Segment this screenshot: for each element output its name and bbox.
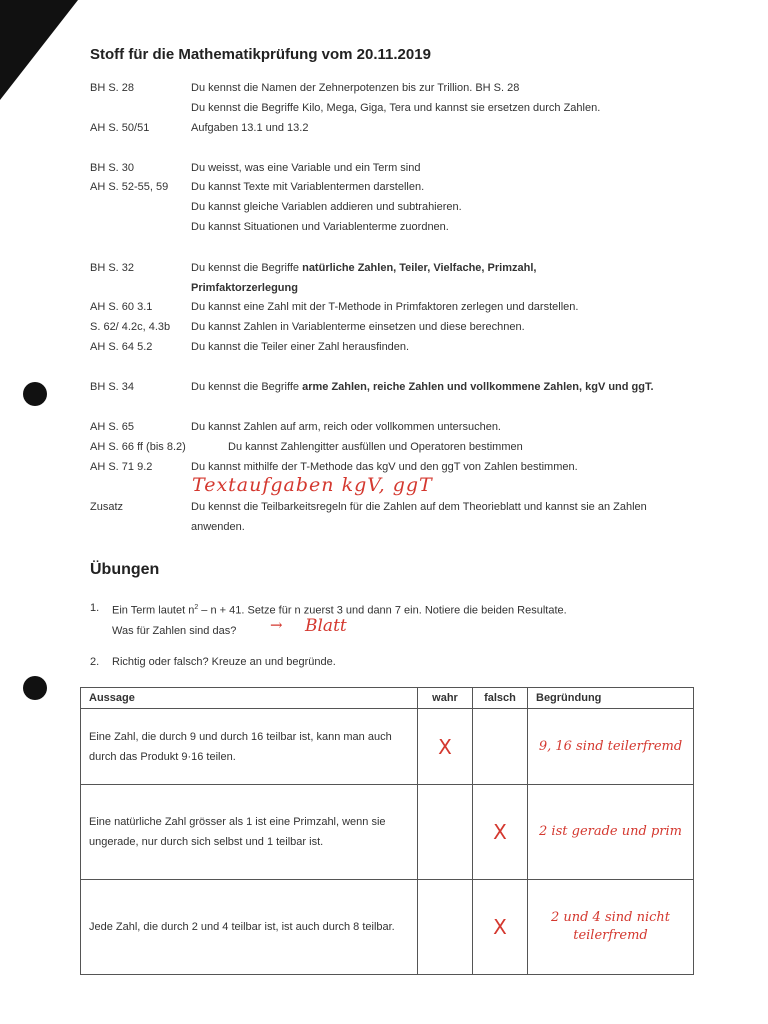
scan-corner-shadow — [0, 0, 78, 100]
exponent: 2 — [194, 604, 199, 611]
reason-cell: 9, 16 sind teilerfremd — [528, 709, 694, 785]
column-header: Aussage — [81, 688, 418, 709]
topic-bold-terms: natürliche Zahlen, Teiler, Vielfache, Primzahl, Primfaktorzerlegung — [191, 262, 537, 294]
topic-ref: AH S. 64 5.2 — [90, 341, 153, 353]
table-row — [81, 709, 694, 785]
table-row — [81, 880, 694, 975]
question-1-part: – n + 41. Setze für n zuerst 3 und dann 7 ein. Notiere die beiden Resultate. — [198, 604, 567, 617]
topic-description — [228, 437, 728, 457]
topic-prefix: Du kennst die Begriffe — [191, 262, 303, 274]
topic-description — [191, 78, 691, 118]
topic-description — [191, 297, 691, 317]
statement-cell: Eine natürliche Zahl grösser als 1 ist eine Primzahl, wenn sie ungerade, nur durch sich selbst und 1 teilbar ist. — [81, 785, 418, 880]
reason-cell: 2 und 4 sind nicht teilerfremd — [528, 880, 694, 975]
punch-hole-top — [23, 382, 47, 406]
topic-line: Du kannst Situationen und Variablenterme zuordnen. — [191, 221, 449, 233]
topic-ref: Zusatz — [90, 501, 124, 513]
topic-description — [191, 317, 691, 337]
topic-line: Du kennst die Namen der Zehnerpotenzen bis zur Trillion. BH S. 28 — [191, 82, 520, 94]
topic-description — [191, 417, 691, 437]
punch-hole-bottom — [23, 676, 47, 700]
reason-cell: 2 ist gerade und prim — [528, 785, 694, 880]
topic-description — [191, 377, 661, 397]
topic-line: Du kannst Texte mit Variablentermen darstellen. — [191, 181, 425, 193]
falsch-cell: X — [473, 880, 528, 975]
topic-ref: BH S. 32 — [90, 262, 135, 274]
wahr-cell: X — [418, 709, 473, 785]
topic-prefix: Du kennst die Begriffe — [191, 381, 303, 393]
topic-line: Du kannst Zahlen in Variablenterme einsetzen und diese berechnen. — [191, 321, 525, 333]
topic-line: Du kannst eine Zahl mit der T-Methode in Primfaktoren zerlegen und darstellen. — [191, 301, 579, 313]
topic-line: Du kannst Zahlen auf arm, reich oder vollkommen untersuchen. — [191, 421, 501, 433]
statement-cell: Jede Zahl, die durch 2 und 4 teilbar ist, ist auch durch 8 teilbar. — [81, 880, 418, 975]
topic-ref: S. 62/ 4.2c, 4.3b — [90, 321, 171, 333]
falsch-cell: X — [473, 785, 528, 880]
table-row — [81, 785, 694, 880]
column-header: falsch — [473, 688, 528, 709]
topic-ref: BH S. 28 — [90, 82, 135, 94]
question-number: 2. — [90, 656, 100, 668]
topic-description — [191, 497, 681, 537]
true-false-table — [80, 687, 694, 975]
question-1-text — [112, 598, 672, 641]
topic-ref: AH S. 52-55, 59 — [90, 181, 169, 193]
handwritten-note: Textaufgaben kgV, ggT — [192, 474, 433, 496]
page-title: Stoff für die Mathematikprüfung vom 20.11.2019 — [90, 46, 431, 63]
topic-line: Du kennst die Begriffe Kilo, Mega, Giga, Tera und kannst sie ersetzen durch Zahlen. — [191, 102, 601, 114]
topic-line: Du kannst die Teiler einer Zahl herausfinden. — [191, 341, 410, 353]
topic-ref: AH S. 66 ff (bis 8.2) — [90, 441, 186, 453]
question-1-part: Ein Term lautet n — [112, 604, 195, 617]
wahr-cell — [418, 785, 473, 880]
exercises-heading: Übungen — [90, 561, 160, 578]
topic-ref: AH S. 60 3.1 — [90, 301, 153, 313]
topic-line: Aufgaben 13.1 und 13.2 — [191, 122, 309, 134]
question-1-line — [112, 621, 672, 641]
question-1-line — [112, 598, 672, 621]
topic-bold-terms: arme Zahlen, reiche Zahlen und vollkommene Zahlen, kgV und ggT. — [302, 381, 654, 393]
question-number: 1. — [90, 602, 100, 614]
topic-line: Du kannst mithilfe der T-Methode das kgV und den ggT von Zahlen bestimmen. — [191, 461, 578, 473]
topic-ref: BH S. 30 — [90, 162, 135, 174]
table-header-row — [81, 688, 694, 709]
wahr-cell — [418, 880, 473, 975]
handwritten-answer: Blatt — [305, 616, 347, 636]
topic-description — [191, 337, 691, 357]
topic-description — [191, 177, 691, 237]
topic-description — [191, 258, 601, 298]
column-header: Begründung — [528, 688, 694, 709]
column-header: wahr — [418, 688, 473, 709]
topic-line: Du kannst gleiche Variablen addieren und subtrahieren. — [191, 201, 462, 213]
topic-ref: AH S. 50/51 — [90, 122, 150, 134]
question-2-text: Richtig oder falsch? Kreuze an und begründe. — [112, 656, 336, 668]
question-1-part: Was für Zahlen sind das? — [112, 624, 237, 637]
topic-description — [191, 158, 691, 178]
topic-description — [191, 118, 691, 138]
topic-line: Du kannst Zahlengitter ausfüllen und Operatoren bestimmen — [228, 441, 523, 453]
topic-ref: AH S. 65 — [90, 421, 135, 433]
topic-line: Du weisst, was eine Variable und ein Term sind — [191, 162, 421, 174]
handwritten-arrow: → — [270, 616, 283, 634]
falsch-cell — [473, 709, 528, 785]
topic-ref: BH S. 34 — [90, 381, 135, 393]
statement-cell: Eine Zahl, die durch 9 und durch 16 teilbar ist, kann man auch durch das Produkt 9·16 teilen. — [81, 709, 418, 785]
topic-ref: AH S. 71 9.2 — [90, 461, 153, 473]
topic-line: Du kennst die Teilbarkeitsregeln für die Zahlen auf dem Theorieblatt und kannst sie an Zahlen anwenden. — [191, 501, 647, 533]
